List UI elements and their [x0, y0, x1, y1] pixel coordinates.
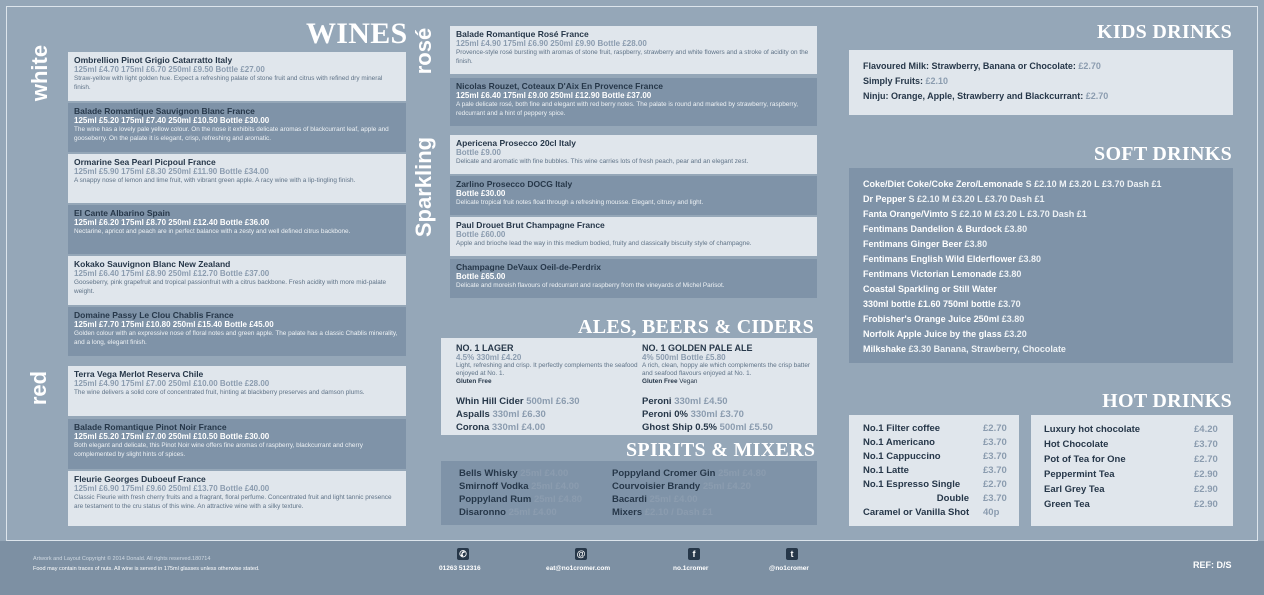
copyright-text: Artwork and Layout Copyright © 2014 Donald. All rights reserved.180714 — [33, 556, 211, 562]
menu-line — [863, 177, 1162, 192]
menu-line — [863, 297, 1162, 312]
item-name: Whin Hill Cider — [456, 396, 524, 407]
wine-item — [68, 103, 406, 152]
wine-description: Straw-yellow with light golden hue. Expect a refreshing palate of stone fruit and citrus with refined dry mineral finish. — [74, 75, 383, 91]
item-price: £3.70 — [983, 437, 1007, 448]
wine-name: Zarlino Prosecco DOCG Italy — [456, 179, 573, 189]
item-name: Caramel or Vanilla Shot — [863, 507, 970, 518]
item-name: Poppyland Rum — [459, 494, 532, 505]
lager-price: 4.5% 330ml £4.20 — [456, 353, 522, 362]
ales-right-list — [642, 395, 773, 434]
wine-prices: 125ml £4.90 175ml £6.90 250ml £9.90 Bottle £28.00 — [456, 39, 647, 48]
item-price: £3.70 — [983, 451, 1007, 462]
menu-line — [863, 327, 1162, 342]
item-price: £2.70 — [983, 423, 1007, 434]
wine-description: A snappy nose of lemon and lime fruit, with vibrant green apple. A racy wine with a lip-tingling finish. — [74, 177, 356, 184]
pale-ale-name: NO. 1 GOLDEN PALE ALE — [642, 343, 753, 353]
hot-right-list — [1044, 422, 1224, 512]
wine-name: Apericena Prosecco 20cl Italy — [456, 138, 577, 148]
lager-tag: Gluten Free — [456, 378, 492, 385]
item-price: S £2.10 M £3.20 L £3.70 Dash £1 — [950, 209, 1087, 219]
item-price: 25ml £4.00 — [508, 507, 557, 518]
item-name: Corona — [456, 422, 490, 433]
item-name: Courvoisier Brandy — [612, 481, 701, 492]
menu-line — [863, 312, 1162, 327]
item-name: Earl Grey Tea — [1044, 484, 1105, 495]
wine-prices: 125ml £5.90 175ml £8.30 250ml £11.90 Bottle £34.00 — [74, 167, 269, 176]
wine-name: Terra Vega Merlot Reserva Chile — [74, 369, 204, 379]
item-price: £4.20 — [1194, 424, 1218, 435]
hot-heading: HOT DRINKS — [1102, 390, 1232, 412]
item-name: Hot Chocolate — [1044, 439, 1109, 450]
item-price: £3.70 — [1194, 439, 1218, 450]
menu-line — [612, 493, 766, 506]
wine-name: El Cante Albarino Spain — [74, 208, 171, 218]
lager-desc: Light, refreshing and crisp. It perfectly complements the seafood enjoyed at No. 1. — [456, 362, 638, 377]
item-name: Coastal Sparkling or Still Water — [863, 284, 997, 294]
wine-name: Balade Romantique Sauvignon Blanc France — [74, 106, 255, 116]
wine-prices: 125ml £6.40 175ml £8.90 250ml £12.70 Bottle £37.00 — [74, 269, 270, 278]
item-price: £3.80 — [1001, 314, 1025, 324]
menu-line — [459, 506, 582, 519]
item-name: Mixers — [612, 507, 643, 518]
item-price: £3.70 — [998, 299, 1021, 309]
pale-ale-tag: Gluten Free — [642, 378, 678, 385]
wine-item — [450, 176, 817, 215]
wine-name: Domaine Passy Le Clou Chablis France — [74, 310, 234, 320]
item-price: S £2.10 M £3.20 L £3.70 Dash £1 — [1025, 179, 1162, 189]
menu-line — [612, 467, 766, 480]
hot-left-panel — [849, 415, 1019, 526]
wine-description: Delicate and aromatic with fine bubbles. This wine carries lots of fresh peach, pear and an elegant zest. — [456, 158, 749, 165]
item-name: Ninju: Orange, Apple, Strawberry and Blackcurrant: — [863, 91, 1084, 101]
rose-label: rosé — [411, 27, 436, 75]
menu-line — [863, 492, 1013, 506]
menu-line — [459, 493, 582, 506]
wine-prices: Bottle £65.00 — [456, 272, 506, 281]
item-price: £3.80 — [1018, 254, 1041, 264]
menu-line — [863, 436, 1013, 450]
wine-name: Kokako Sauvignon Blanc New Zealand — [74, 259, 231, 269]
sparkling-label: Sparkling — [411, 136, 436, 238]
item-name: 330ml bottle £1.60 750ml bottle — [863, 299, 996, 309]
item-price: £3.80 — [964, 239, 988, 249]
wine-prices: 125ml £4.90 175ml £7.00 250ml £10.00 Bottle £28.00 — [74, 379, 270, 388]
menu-line — [863, 252, 1162, 267]
item-price: 25ml £4.00 — [520, 468, 569, 479]
twitter-link[interactable]: @no1cromer — [769, 565, 809, 572]
spirits-heading: SPIRITS & MIXERS — [626, 439, 816, 461]
wine-prices: Bottle £30.00 — [456, 189, 506, 198]
item-name: Fentimans English Wild Elderflower — [863, 254, 1016, 264]
wine-description: Gooseberry, pink grapefruit and tropical passionfruit with a citrus backbone. Fresh acidity with more mid-palate weight. — [74, 279, 387, 295]
item-name: Frobisher's Orange Juice 250ml — [863, 314, 1000, 324]
item-price: £2.70 — [1078, 61, 1101, 71]
menu-line — [459, 480, 582, 493]
item-price: £3.80 — [998, 269, 1022, 279]
wine-description: The wine has a lovely pale yellow colour. On the nose it exhibits delicate aromas of blackcurrant leaf, apple and gooseberry. On the palate it is elegant, crisp, refreshing and aromatic. — [74, 126, 389, 142]
item-name: Peroni — [642, 396, 672, 407]
wine-description: Delicate tropical fruit notes float through a refreshing mousse. Elegant, citrusy and light. — [456, 199, 704, 206]
wine-name: Paul Drouet Brut Champagne France — [456, 220, 605, 230]
item-price: £2.10 / Dash £1 — [644, 507, 713, 518]
wine-item — [450, 217, 817, 256]
soft-list — [863, 177, 1162, 357]
item-name: Green Tea — [1044, 499, 1090, 510]
wine-item — [68, 419, 406, 469]
kids-panel — [849, 50, 1233, 115]
wine-prices: 125ml £6.20 175ml £8.70 250ml £12.40 Bottle £36.00 — [74, 218, 270, 227]
wine-name: Balade Romantique Rosé France — [456, 29, 589, 39]
menu-line — [1044, 422, 1224, 437]
menu-line — [1044, 452, 1224, 467]
item-name: Ghost Ship 0.5% — [642, 422, 717, 433]
item-price: 25ml £4.80 — [533, 494, 583, 505]
wine-item — [68, 256, 406, 305]
email-icon: @ — [576, 549, 586, 559]
wine-name: Balade Romantique Pinot Noir France — [74, 422, 227, 432]
item-name: Flavoured Milk: Strawberry, Banana or Chocolate: — [863, 61, 1076, 71]
item-price: £3.80 — [1004, 224, 1028, 234]
menu-line — [642, 395, 773, 408]
wine-name: Fleurie Georges Duboeuf France — [74, 474, 206, 484]
item-name: No.1 Filter coffee — [863, 423, 941, 434]
item-name: Peroni 0% — [642, 409, 688, 420]
menu-line — [863, 506, 1013, 520]
wine-item — [450, 26, 817, 74]
hot-left-list — [863, 422, 1013, 520]
item-name: Aspalls — [456, 409, 490, 420]
item-price: 25ml £4.00 — [649, 494, 698, 505]
item-name: No.1 Americano — [863, 437, 935, 448]
soft-heading: SOFT DRINKS — [1094, 143, 1232, 165]
item-price: £3.20 — [1004, 329, 1027, 339]
item-name: No.1 Latte — [863, 465, 909, 476]
item-price: £2.70 — [1085, 91, 1109, 101]
wine-item — [68, 52, 406, 101]
spirits-panel — [441, 461, 817, 525]
kids-list — [863, 59, 1108, 104]
menu-line — [863, 192, 1162, 207]
menu-line — [459, 467, 582, 480]
twitter-icon: t — [786, 548, 798, 560]
wine-description: Golden colour with an expressive nose of floral notes and green apple. The palate has a classic Chablis minerality, and a long, elegant finish. — [74, 330, 398, 346]
menu-line — [456, 421, 580, 434]
wine-description: Classic Fleurie with fresh cherry fruits and a fragrant, floral perfume. Concentrated fruit and light tannic presence are testament to the cru status of this wine. An attractive wine with a silky texture. — [74, 494, 392, 510]
item-name: Double — [936, 493, 969, 504]
wine-prices: 125ml £7.70 175ml £10.80 250ml £15.40 Bottle £45.00 — [74, 320, 274, 329]
menu-line — [642, 408, 773, 421]
email-link[interactable]: eat@no1cromer.com — [546, 565, 611, 572]
wine-name: Ombrellion Pinot Grigio Catarratto Italy — [74, 55, 233, 65]
item-price: 40p — [983, 507, 1000, 518]
item-price: S £2.10 M £3.20 L £3.70 Dash £1 — [908, 194, 1045, 204]
lager-name: NO. 1 LAGER — [456, 343, 514, 353]
red-label: red — [26, 370, 51, 406]
item-price: 25ml £4.80 — [718, 468, 767, 479]
item-price: 330ml £6.30 — [492, 409, 546, 420]
wines-heading: WINES — [306, 17, 408, 50]
ales-heading: ALES, BEERS & CIDERS — [578, 316, 815, 338]
item-price: 25ml £4.20 — [702, 481, 751, 492]
menu-line — [863, 282, 1162, 297]
wine-item — [450, 259, 817, 298]
menu-line — [863, 267, 1162, 282]
menu-line — [1044, 497, 1224, 512]
wine-description: Provence-style rosé bursting with aromas of stone fruit, raspberry, strawberry and white flowers and a stroke of acidity on the finish. — [456, 49, 809, 65]
wine-name: Champagne DeVaux Oeil-de-Perdrix — [456, 262, 602, 272]
item-price: £2.70 — [983, 479, 1007, 490]
phone-icon: ✆ — [457, 548, 469, 560]
menu-line — [1044, 467, 1224, 482]
item-name: Pot of Tea for One — [1044, 454, 1126, 465]
menu-line — [456, 395, 580, 408]
item-name: Coke/Diet Coke/Coke Zero/Lemonade — [863, 179, 1024, 189]
wine-description: Delicate and moreish flavours of redcurrant and raspberry from the vineyards of Michel Parisot. — [456, 282, 725, 289]
item-price: 25ml £4.00 — [531, 481, 580, 492]
item-name: No.1 Cappuccino — [863, 451, 941, 462]
item-name: Disaronno — [459, 507, 506, 518]
spirits-right-list — [612, 467, 766, 519]
wine-item — [68, 205, 406, 254]
menu-line — [1044, 437, 1224, 452]
white-label: white — [27, 44, 52, 102]
item-name: Bacardi — [612, 494, 647, 505]
menu-line — [863, 478, 1013, 492]
item-price: 330ml £3.70 — [690, 409, 744, 420]
item-name: Fanta Orange/Vimto — [863, 209, 949, 219]
reference-code: REF: D/S — [1193, 560, 1232, 570]
item-name: Norfolk Apple Juice by the glass — [863, 329, 1002, 339]
soft-panel — [849, 168, 1233, 363]
wine-item — [450, 135, 817, 174]
wine-prices: 125ml £6.90 175ml £9.60 250ml £13.70 Bottle £40.00 — [74, 484, 270, 493]
item-name: Poppyland Cromer Gin — [612, 468, 716, 479]
wine-prices: 125ml £5.20 175ml £7.40 250ml £10.50 Bottle £30.00 — [74, 116, 270, 125]
menu-line — [863, 237, 1162, 252]
menu-line — [642, 421, 773, 434]
item-name: Simply Fruits: — [863, 76, 924, 86]
spirits-left-list — [459, 467, 582, 519]
footer — [0, 541, 1264, 595]
menu-line — [863, 74, 1108, 89]
item-price: £2.90 — [1194, 469, 1218, 480]
item-name: Luxury hot chocolate — [1044, 424, 1141, 435]
hot-right-panel — [1031, 415, 1233, 526]
item-name: Fentimans Ginger Beer — [863, 239, 963, 249]
menu-line — [863, 222, 1162, 237]
item-price: £3.30 Banana, Strawberry, Chocolate — [908, 344, 1066, 354]
item-name: Smirnoff Vodka — [459, 481, 529, 492]
pale-ale-price: 4% 500ml Bottle £5.80 — [642, 353, 726, 362]
wine-description: A pale delicate rosé, both fine and elegant with red berry notes. The palate is round and marked by strawberry, raspberry, redcurrant and a hint of peppery spice. — [456, 101, 799, 117]
wine-name: Nicolas Rouzet, Coteaux D'Aix En Provence France — [456, 81, 664, 91]
facebook-link[interactable]: no.1cromer — [673, 565, 709, 572]
wine-description: Both elegant and delicate, this Pinot Noir wine offers fine aromas of raspberry, blackcurrant and cherry complemented by slight hints of spices. — [74, 442, 363, 458]
item-name: No.1 Espresso Single — [863, 479, 961, 490]
item-price: 330ml £4.00 — [491, 422, 546, 433]
item-price: 500ml £5.50 — [719, 422, 773, 433]
item-name: Bells Whisky — [459, 468, 518, 479]
menu-line — [612, 480, 766, 493]
menu-line — [863, 450, 1013, 464]
menu-line — [863, 342, 1162, 357]
wine-prices: Bottle £9.00 — [456, 148, 501, 157]
wine-item — [68, 471, 406, 526]
wine-name: Ormarine Sea Pearl Picpoul France — [74, 157, 216, 167]
kids-heading: KIDS DRINKS — [1097, 21, 1232, 43]
wine-description: The wine delivers a solid core of concentrated fruit, hinting at blackberry preserves and damson plums. — [74, 389, 365, 396]
wine-prices: Bottle £60.00 — [456, 230, 506, 239]
wine-prices: 125ml £5.20 175ml £7.00 250ml £10.50 Bottle £30.00 — [74, 432, 270, 441]
facebook-icon: f — [688, 548, 700, 560]
menu-line — [1044, 482, 1224, 497]
item-name: Peppermint Tea — [1044, 469, 1115, 480]
menu-line — [863, 464, 1013, 478]
phone-number[interactable]: 01263 512316 — [439, 565, 481, 572]
menu-line — [456, 408, 580, 421]
wine-item — [450, 78, 817, 126]
menu-line — [612, 506, 766, 519]
wine-item — [68, 307, 406, 356]
item-price: £2.10 — [925, 76, 949, 86]
item-name: Milkshake — [863, 344, 907, 354]
menu-line — [863, 89, 1108, 104]
ales-panel — [441, 338, 817, 435]
item-price: £2.70 — [1194, 454, 1218, 465]
wine-description: Nectarine, apricot and peach are in perfect balance with a zesty and well defined citrus backbone. — [74, 228, 351, 235]
item-name: Dr Pepper — [863, 194, 907, 204]
item-price: £3.70 — [983, 493, 1007, 504]
wine-prices: 125ml £6.40 175ml £9.00 250ml £12.90 Bottle £37.00 — [456, 91, 652, 100]
menu-line — [863, 422, 1013, 436]
item-name: Fentimans Victorian Lemonade — [863, 269, 997, 279]
wine-item — [68, 366, 406, 416]
wine-prices: 125ml £4.70 175ml £6.70 250ml £9.50 Bottle £27.00 — [74, 65, 265, 74]
allergy-note: Food may contain traces of nuts. All wine is served in 175ml glasses unless otherwise stated. — [33, 566, 260, 572]
menu-line — [863, 207, 1162, 222]
item-price: £2.90 — [1194, 484, 1218, 495]
ales-left-list — [456, 395, 580, 434]
pale-ale-tag2: Vegan — [679, 378, 698, 385]
pale-ale-desc: A rich, clean, hoppy ale which complements the crisp batter and seafood flavours enjoyed at No. 1. — [642, 362, 811, 377]
menu-line — [863, 59, 1108, 74]
wine-description: Apple and brioche lead the way in this medium bodied, fruity and classically biscuity style of champagne. — [456, 240, 752, 247]
wine-item — [68, 154, 406, 203]
item-price: £2.90 — [1194, 499, 1218, 510]
item-price: £3.70 — [983, 465, 1007, 476]
item-name: Fentimans Dandelion & Burdock — [863, 224, 1003, 234]
item-price: 500ml £6.30 — [526, 396, 580, 407]
item-price: 330ml £4.50 — [674, 396, 728, 407]
